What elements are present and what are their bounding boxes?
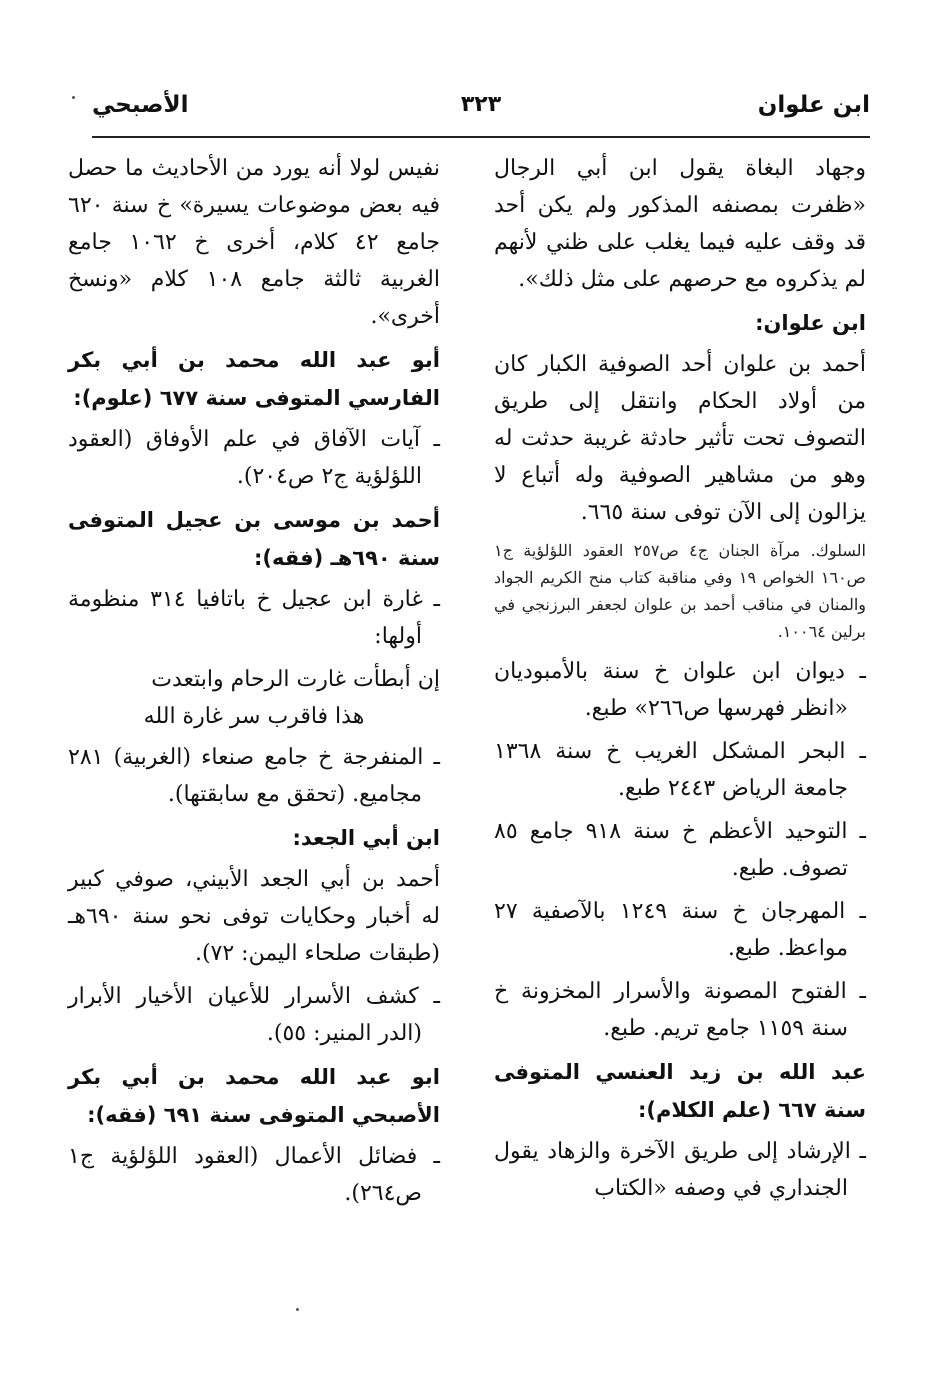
entry-heading-al-asbahi: ابو عبد الله محمد بن أبي بكر الأصبحي المتوفى سنة ٦٩١ (فقه): (68, 1065, 440, 1127)
scan-speck (72, 96, 75, 99)
work-item: ـ الإرشاد إلى طريق الآخرة والزهاد يقول الجنداري في وصفه «الكتاب (494, 1139, 866, 1201)
biography-paragraph: أحمد بن أبي الجعد الأبيني، صوفي كبير له أخبار وحكايات توفى نحو سنة ٦٩٠هـ (طبقات صلحاء اليمن: ٧٢). (68, 867, 440, 966)
entry-heading-al-ansi: عبد الله بن زيد العنسي المتوفى سنة ٦٦٧ (علم الكلام): (494, 1060, 866, 1122)
work-item: ـ المهرجان خ سنة ١٢٤٩ بالآصفية ٢٧ مواعظ. طبع. (494, 899, 866, 961)
continued-paragraph: نفيس لولا أنه يورد من الأحاديث ما حصل فيه بعض موضوعات يسيرة» خ سنة ٦٢٠ جامع ٤٢ كلام، أخرى خ ١٠٦٢ جامع الغربية ثالثة جامع ١٠٨ كلام «ونسخ أخرى». (68, 156, 440, 329)
work-item: ـ فضائل الأعمال (العقود اللؤلؤية ج١ ص٢٦٤). (68, 1144, 440, 1206)
biography-paragraph: أحمد بن علوان أحد الصوفية الكبار كان من أولاد الحكام وانتقل إلى طريق التصوف تحت تأثير حادثة غريبة حدثت له وهو من مشاهير الصوفية وله أتباع لا يزالون إلى الآن توفى سنة ٦٦٥. (494, 352, 866, 525)
verse-line: هذا فاقرب سر غارة الله (143, 704, 365, 729)
running-head-left: الأصبحي (92, 92, 189, 118)
left-column (68, 150, 440, 1218)
work-item: ـ كشف الأسرار للأعيان الأخيار الأبرار (الدر المنير: ٥٥). (68, 984, 440, 1046)
work-item: ـ ديوان ابن علوان خ سنة بالأمبوديان «انظر فهرسها ص٢٦٦» طبع. (494, 659, 866, 721)
entry-heading-al-farisi: أبو عبد الله محمد بن أبي بكر الفارسي المتوفى سنة ٦٧٧ (علوم): (68, 348, 440, 410)
intro-paragraph: وجهاد البغاة يقول ابن أبي الرجال «ظفرت بمصنفه المذكور ولم يكن أحد قد وقف عليه فيما يغلب على ظني لأنهم لم يذكروه مع حرصهم على مثل ذلك». (494, 156, 866, 292)
header-rule (92, 136, 870, 138)
entry-heading-ibn-ujail: أحمد بن موسى بن عجيل المتوفى سنة ٦٩٠هـ (فقه): (68, 508, 440, 570)
entry-heading-ibn-abi-al-jad: ابن أبي الجعد: (292, 826, 440, 850)
work-item: ـ المنفرجة خ جامع صنعاء (الغربية) ٢٨١ مجاميع. (تحقق مع سابقتها). (68, 745, 440, 807)
sources-note: السلوك. مرآة الجنان ج٤ ص٢٥٧ العقود اللؤلؤية ج١ ص١٦٠ الخواص ١٩ وفي مناقبة كتاب منح الكريم الجواد والمنان في مناقب أحمد بن علوان لجعفر البرزنجي في برلين ١٠٠٦٤. (494, 541, 867, 641)
verse-line: إن أبطأت غارت الرحام وابتعدت (151, 667, 440, 692)
work-item: ـ آيات الآفاق في علم الأوفاق (العقود اللؤلؤية ج٢ ص٢٠٤). (68, 427, 440, 489)
work-item: ـ البحر المشكل الغريب خ سنة ١٣٦٨ جامعة الرياض ٢٤٤٣ طبع. (494, 739, 866, 801)
page-header (92, 92, 870, 132)
work-item: ـ الفتوح المصونة والأسرار المخزونة خ سنة ١١٥٩ جامع تريم. طبع. (494, 979, 866, 1041)
scan-speck (296, 1308, 299, 1311)
running-head-right: ابن علوان (757, 92, 870, 118)
right-column (494, 150, 866, 1213)
work-item: ـ التوحيد الأعظم خ سنة ٩١٨ جامع ٨٥ تصوف. طبع. (494, 819, 866, 881)
work-item: ـ غارة ابن عجيل خ باتافيا ٣١٤ منظومة أولها: (68, 587, 440, 649)
entry-heading-ibn-alwan: ابن علوان: (755, 311, 866, 335)
page-number: ٣٢٣ (460, 92, 502, 117)
